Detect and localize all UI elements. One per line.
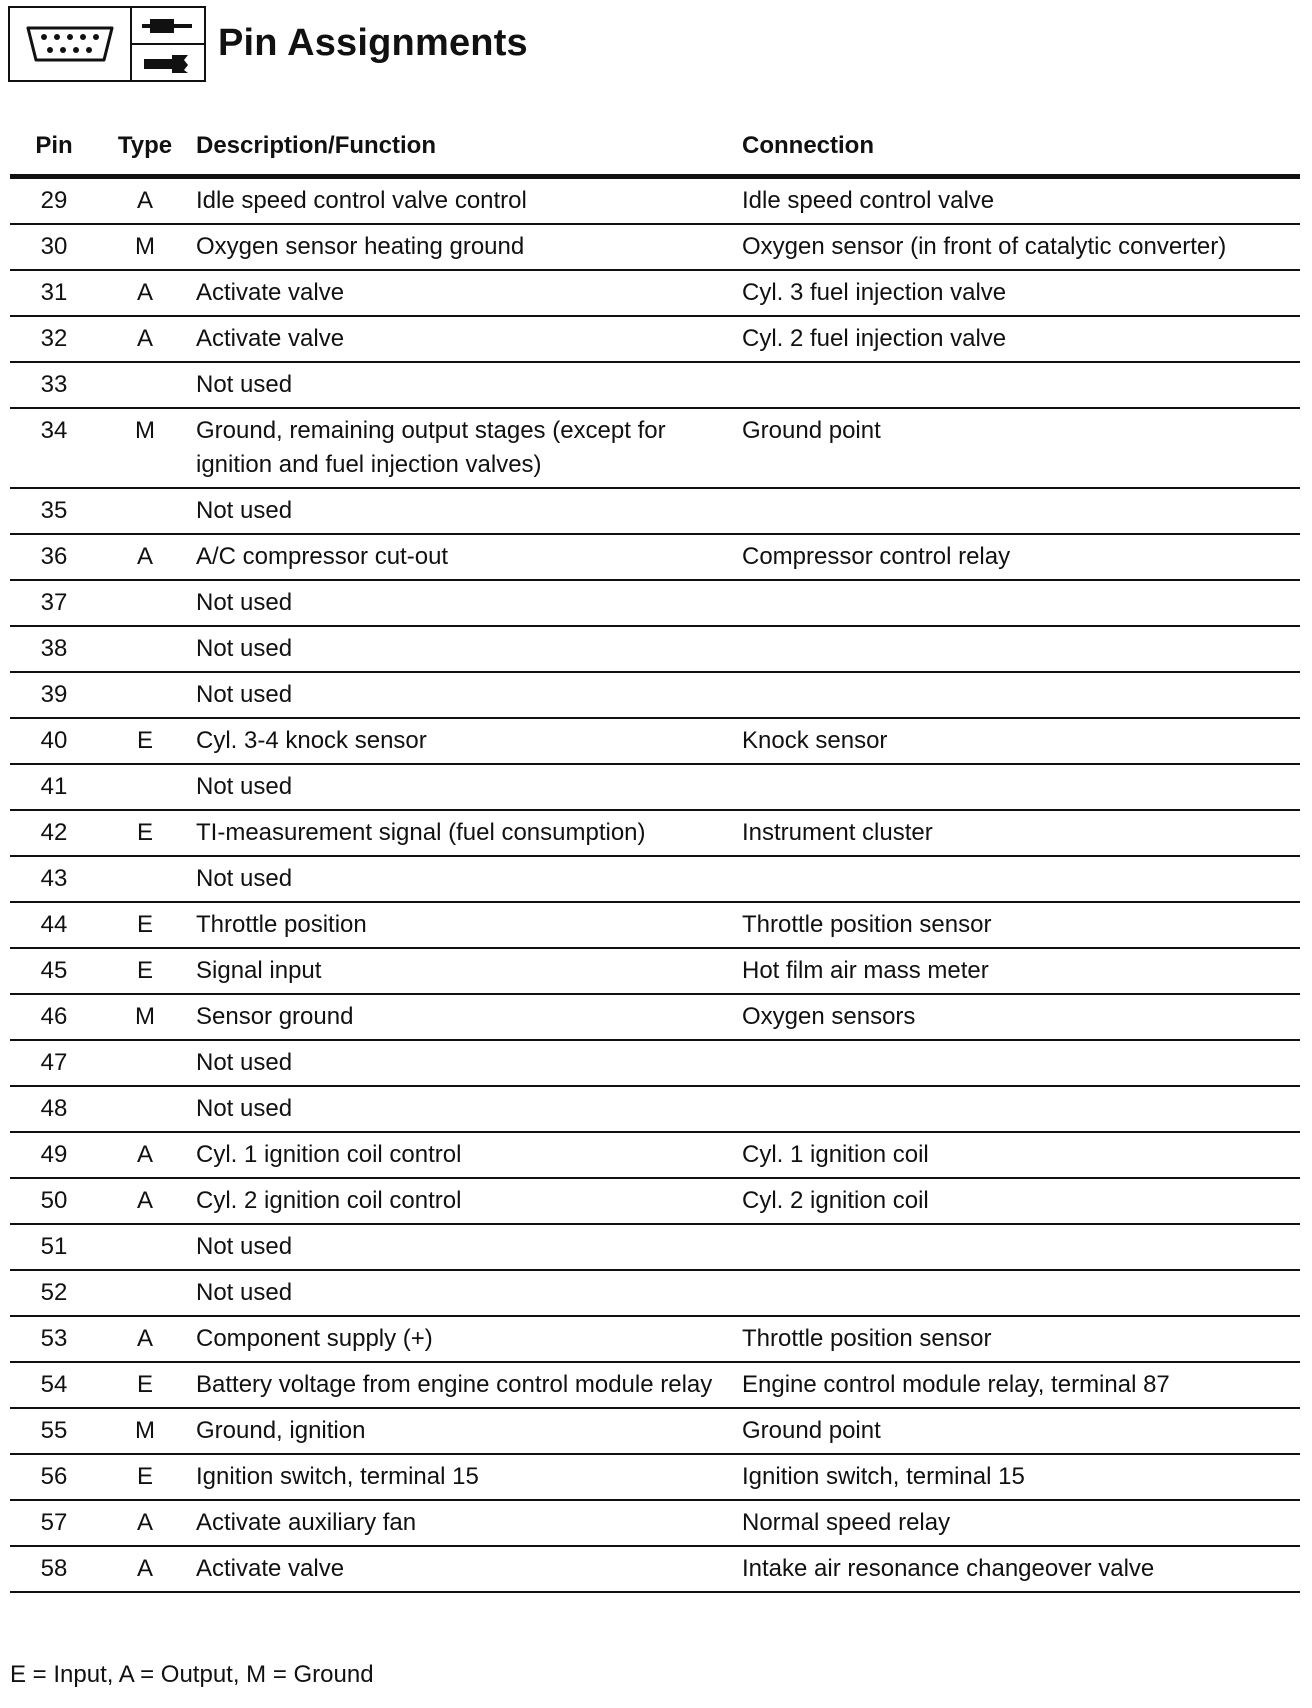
cell-connection — [730, 488, 1300, 534]
cell-pin: 42 — [10, 810, 106, 856]
cell-description: Activate valve — [184, 270, 730, 316]
cell-type: E — [106, 1362, 184, 1408]
table-row — [10, 1178, 1300, 1224]
table-header-row — [10, 124, 1300, 177]
cell-type: A — [106, 534, 184, 580]
cell-description: Not used — [184, 580, 730, 626]
cell-pin: 54 — [10, 1362, 106, 1408]
cell-connection: Idle speed control valve — [730, 177, 1300, 225]
cell-connection: Cyl. 2 ignition coil — [730, 1178, 1300, 1224]
cell-type — [106, 1224, 184, 1270]
cell-pin: 57 — [10, 1500, 106, 1546]
cell-description: Signal input — [184, 948, 730, 994]
cell-type: A — [106, 1132, 184, 1178]
cell-pin: 49 — [10, 1132, 106, 1178]
cell-description: Ground, ignition — [184, 1408, 730, 1454]
cell-pin: 53 — [10, 1316, 106, 1362]
cell-description: Not used — [184, 672, 730, 718]
cell-connection: Engine control module relay, terminal 87 — [730, 1362, 1300, 1408]
table-row — [10, 856, 1300, 902]
cell-pin: 40 — [10, 718, 106, 764]
cell-description: Oxygen sensor heating ground — [184, 224, 730, 270]
cell-pin: 30 — [10, 224, 106, 270]
cell-description: Not used — [184, 1270, 730, 1316]
cell-connection — [730, 362, 1300, 408]
cell-type: E — [106, 718, 184, 764]
table-row — [10, 488, 1300, 534]
cell-connection — [730, 1224, 1300, 1270]
table-row — [10, 718, 1300, 764]
cell-type: E — [106, 948, 184, 994]
cell-pin: 31 — [10, 270, 106, 316]
table-row — [10, 948, 1300, 994]
cell-type: M — [106, 994, 184, 1040]
cell-type — [106, 362, 184, 408]
cell-connection — [730, 856, 1300, 902]
cell-pin: 32 — [10, 316, 106, 362]
cell-pin: 56 — [10, 1454, 106, 1500]
cell-connection: Throttle position sensor — [730, 902, 1300, 948]
cell-pin: 46 — [10, 994, 106, 1040]
cell-type: E — [106, 810, 184, 856]
cell-connection: Cyl. 1 ignition coil — [730, 1132, 1300, 1178]
header-icon-box — [8, 6, 206, 82]
column-header-pin: Pin — [10, 124, 106, 177]
cell-pin: 48 — [10, 1086, 106, 1132]
cell-pin: 55 — [10, 1408, 106, 1454]
column-header-description: Description/Function — [184, 124, 730, 177]
cell-type: M — [106, 224, 184, 270]
cell-type — [106, 1040, 184, 1086]
connector-icon — [24, 24, 116, 64]
cell-pin: 36 — [10, 534, 106, 580]
cell-connection — [730, 764, 1300, 810]
tool-top-cell — [132, 8, 204, 45]
cell-type — [106, 488, 184, 534]
table-row — [10, 1224, 1300, 1270]
table-row — [10, 1454, 1300, 1500]
cell-connection: Normal speed relay — [730, 1500, 1300, 1546]
cell-description: Idle speed control valve control — [184, 177, 730, 225]
cell-type: M — [106, 1408, 184, 1454]
cell-description: Not used — [184, 1086, 730, 1132]
cell-description: Not used — [184, 764, 730, 810]
pin-assignments-table — [10, 124, 1300, 1593]
cell-description: Not used — [184, 1224, 730, 1270]
cell-pin: 37 — [10, 580, 106, 626]
page-title: Pin Assignments — [218, 22, 528, 64]
cell-pin: 51 — [10, 1224, 106, 1270]
cell-type — [106, 1086, 184, 1132]
cell-description: Component supply (+) — [184, 1316, 730, 1362]
cell-description: Cyl. 1 ignition coil control — [184, 1132, 730, 1178]
cell-type: A — [106, 1178, 184, 1224]
column-header-type: Type — [106, 124, 184, 177]
cell-pin: 50 — [10, 1178, 106, 1224]
cell-type — [106, 672, 184, 718]
cell-pin: 41 — [10, 764, 106, 810]
table-row — [10, 1316, 1300, 1362]
cell-type: A — [106, 316, 184, 362]
cell-connection: Ground point — [730, 408, 1300, 488]
cell-pin: 38 — [10, 626, 106, 672]
cell-connection: Intake air resonance changeover valve — [730, 1546, 1300, 1592]
cell-type: A — [106, 270, 184, 316]
cell-pin: 58 — [10, 1546, 106, 1592]
cell-connection: Oxygen sensor (in front of catalytic converter) — [730, 224, 1300, 270]
table-row — [10, 626, 1300, 672]
cell-description: A/C compressor cut-out — [184, 534, 730, 580]
cell-description: Not used — [184, 856, 730, 902]
pin-table-wrap — [10, 124, 1300, 1593]
cell-connection: Cyl. 2 fuel injection valve — [730, 316, 1300, 362]
cell-connection — [730, 580, 1300, 626]
cell-connection: Ignition switch, terminal 15 — [730, 1454, 1300, 1500]
cell-connection: Ground point — [730, 1408, 1300, 1454]
cell-description: TI-measurement signal (fuel consumption) — [184, 810, 730, 856]
cell-description: Ignition switch, terminal 15 — [184, 1454, 730, 1500]
cell-pin: 29 — [10, 177, 106, 225]
tool-bottom-cell — [132, 45, 204, 80]
cell-connection: Compressor control relay — [730, 534, 1300, 580]
cell-type — [106, 580, 184, 626]
table-row — [10, 1408, 1300, 1454]
cell-connection — [730, 626, 1300, 672]
table-row — [10, 534, 1300, 580]
cell-type: A — [106, 1546, 184, 1592]
table-row — [10, 316, 1300, 362]
cell-description: Ground, remaining output stages (except for ignition and fuel injection valves) — [184, 408, 730, 488]
cell-pin: 39 — [10, 672, 106, 718]
column-header-connection: Connection — [730, 124, 1300, 177]
cell-connection — [730, 1040, 1300, 1086]
table-row — [10, 408, 1300, 488]
table-row — [10, 177, 1300, 225]
table-row — [10, 224, 1300, 270]
table-row — [10, 764, 1300, 810]
cell-connection: Knock sensor — [730, 718, 1300, 764]
cell-pin: 47 — [10, 1040, 106, 1086]
cell-connection: Instrument cluster — [730, 810, 1300, 856]
cell-type — [106, 764, 184, 810]
cell-description: Throttle position — [184, 902, 730, 948]
table-row — [10, 1362, 1300, 1408]
cell-description: Not used — [184, 1040, 730, 1086]
cell-description: Not used — [184, 488, 730, 534]
table-row — [10, 1040, 1300, 1086]
cell-type: M — [106, 408, 184, 488]
plug-icon — [140, 14, 196, 38]
wrench-icon — [140, 51, 196, 75]
cell-pin: 52 — [10, 1270, 106, 1316]
table-row — [10, 994, 1300, 1040]
cell-connection — [730, 1086, 1300, 1132]
cell-description: Battery voltage from engine control module relay — [184, 1362, 730, 1408]
table-row — [10, 1132, 1300, 1178]
table-row — [10, 362, 1300, 408]
table-row — [10, 902, 1300, 948]
cell-connection: Oxygen sensors — [730, 994, 1300, 1040]
page-header — [8, 6, 528, 82]
cell-description: Sensor ground — [184, 994, 730, 1040]
cell-type — [106, 856, 184, 902]
table-row — [10, 1270, 1300, 1316]
cell-connection — [730, 672, 1300, 718]
table-body — [10, 177, 1300, 1593]
cell-description: Not used — [184, 626, 730, 672]
cell-pin: 35 — [10, 488, 106, 534]
cell-pin: 33 — [10, 362, 106, 408]
cell-type: A — [106, 1500, 184, 1546]
cell-connection — [730, 1270, 1300, 1316]
table-row — [10, 810, 1300, 856]
cell-description: Activate auxiliary fan — [184, 1500, 730, 1546]
cell-pin: 45 — [10, 948, 106, 994]
tool-icon-cell — [132, 8, 204, 80]
cell-connection: Hot film air mass meter — [730, 948, 1300, 994]
table-row — [10, 1546, 1300, 1592]
cell-pin: 43 — [10, 856, 106, 902]
cell-type: E — [106, 902, 184, 948]
cell-pin: 34 — [10, 408, 106, 488]
cell-connection: Throttle position sensor — [730, 1316, 1300, 1362]
cell-pin: 44 — [10, 902, 106, 948]
cell-type — [106, 1270, 184, 1316]
cell-description: Activate valve — [184, 1546, 730, 1592]
connector-icon-cell — [10, 8, 132, 80]
table-row — [10, 1500, 1300, 1546]
cell-description: Activate valve — [184, 316, 730, 362]
cell-type — [106, 626, 184, 672]
table-row — [10, 672, 1300, 718]
cell-type: E — [106, 1454, 184, 1500]
cell-description: Cyl. 3-4 knock sensor — [184, 718, 730, 764]
table-row — [10, 580, 1300, 626]
type-legend: E = Input, A = Output, M = Ground — [10, 1661, 374, 1688]
cell-type: A — [106, 1316, 184, 1362]
cell-connection: Cyl. 3 fuel injection valve — [730, 270, 1300, 316]
cell-description: Cyl. 2 ignition coil control — [184, 1178, 730, 1224]
table-row — [10, 1086, 1300, 1132]
cell-type: A — [106, 177, 184, 225]
cell-description: Not used — [184, 362, 730, 408]
table-row — [10, 270, 1300, 316]
